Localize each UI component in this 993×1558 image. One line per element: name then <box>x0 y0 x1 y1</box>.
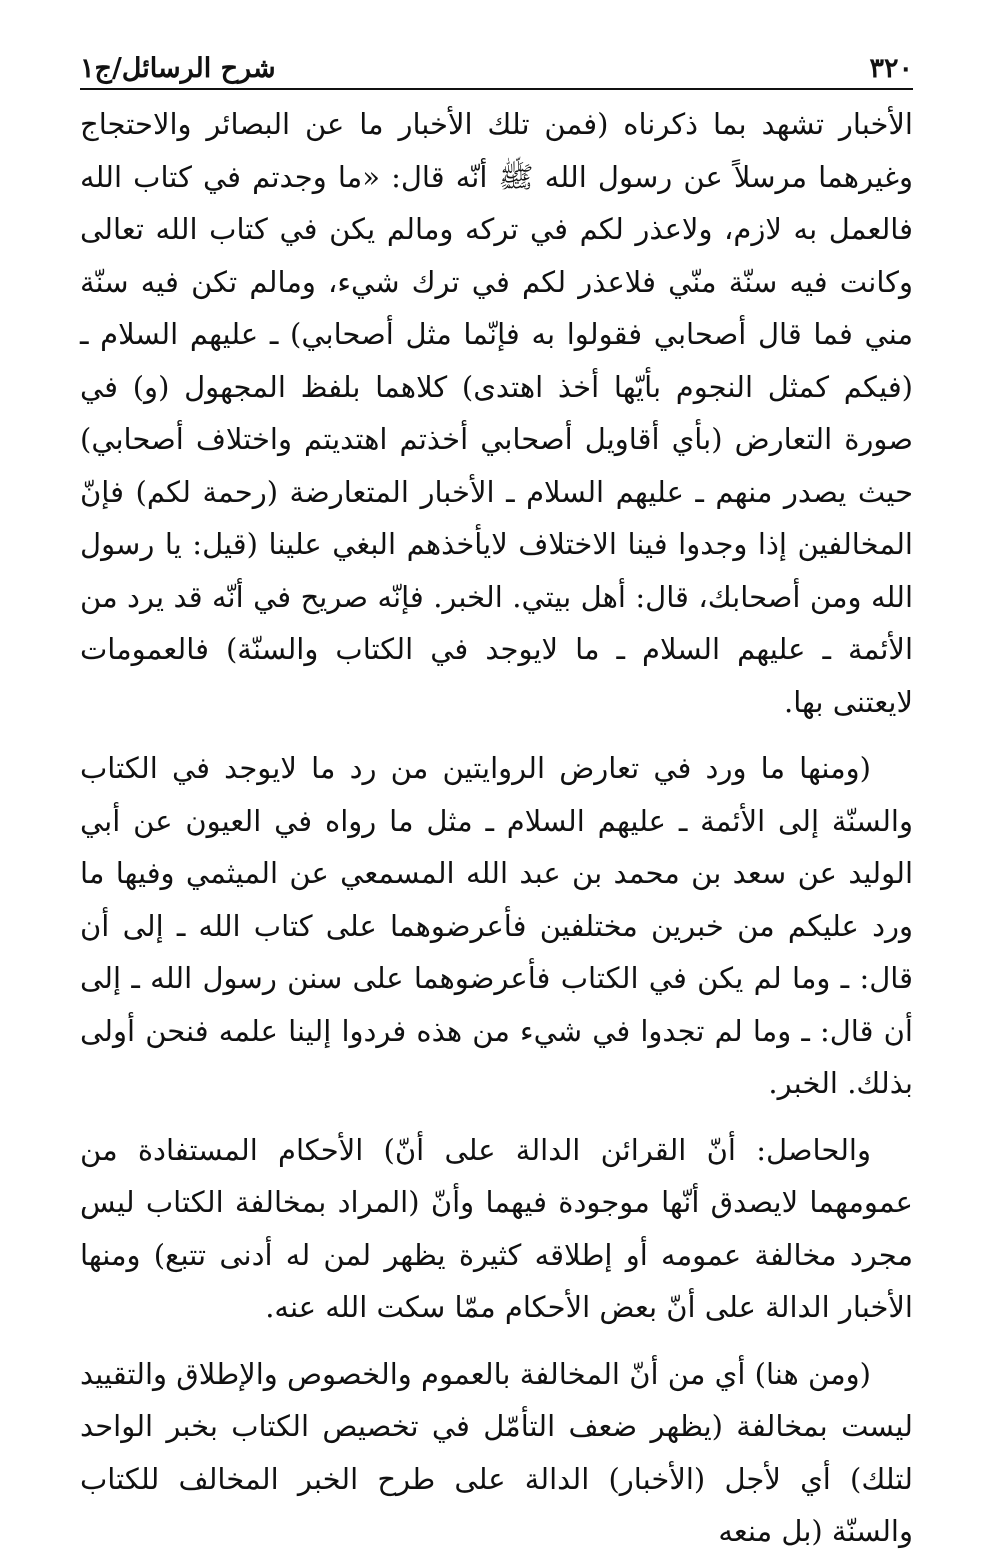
header-rule <box>80 88 913 90</box>
paragraph-4: (ومن هنا) أي من أنّ المخالفة بالعموم والخصوص والإطلاق والتقييد ليست بمخالفة (يظهر ضعف التأمّل في تخصيص الكتاب بخبر الواحد لتلك) أي لأجل (الأخبار) الدالة على طرح الخبر المخالف للكتاب والسنّة (بل منعه <box>80 1356 913 1548</box>
body-text <box>80 98 913 1558</box>
paragraph-1: الأخبار تشهد بما ذكرناه (فمن تلك الأخبار ما عن البصائر والاحتجاج وغيرهما مرسلاً عن رسول الله ﷺ أنّه قال: «ما وجدتم في كتاب الله فالعمل به لازم، ولاعذر لكم في تركه ومالم يكن في كتاب الله تعالى وكانت فيه سنّة منّي فلاعذر لكم في ترك شيء، ومالم تكن فيه سنّة مني فما قال أصحابي فقولوا به فإنّما مثل أصحابي) ـ عليهم السلام ـ (فيكم كمثل النجوم بأيّها أخذ اهتدى) كلاهما بلفظ المجهول (و) في صورة التعارض (بأي أقاويل أصحابي أخذتم اهتديتم واختلاف أصحابي) حيث يصدر منهم ـ عليهم السلام ـ الأخبار المتعارضة (رحمة لكم) فإنّ المخالفين إذا وجدوا فينا الاختلاف لايأخذهم البغي علينا (قيل: يا رسول الله ومن أصحابك، قال: أهل بيتي. الخبر. فإنّه صريح في أنّه قد يرد من الأئمة ـ عليهم السلام ـ ما لايوجد في الكتاب والسنّة) فالعمومات لايعتنى بها. <box>80 107 913 719</box>
running-head <box>80 40 913 84</box>
book-title: شرح الرسائل/ج١ <box>80 53 276 84</box>
paragraph-3: والحاصل: أنّ القرائن الدالة على أنّ) الأحكام المستفادة من عمومهما لايصدق أنّها موجودة فيهما وأنّ (المراد بمخالفة الكتاب ليس مجرد مخالفة عمومه أو إطلاقه كثيرة يظهر لمن له أدنى تتبع) ومنها الأخبار الدالة على أنّ بعض الأحكام ممّا سكت الله عنه. <box>80 1132 913 1324</box>
page-number: ٣٢٠ <box>869 53 913 84</box>
paragraph-2: (ومنها ما ورد في تعارض الروايتين من رد ما لايوجد في الكتاب والسنّة إلى الأئمة ـ عليهم السلام ـ مثل ما رواه في العيون عن أبي الوليد عن سعد بن محمد بن عبد الله المسمعي عن الميثمي وفيها ما ورد عليكم من خبرين مختلفين فأعرضوهما على كتاب الله ـ إلى أن قال: ـ وما لم يكن في الكتاب فأعرضوهما على سنن رسول الله ـ إلى أن قال: ـ وما لم تجدوا في شيء من هذه فردوا إلينا علمه فنحن أولى بذلك. الخبر. <box>80 751 913 1100</box>
